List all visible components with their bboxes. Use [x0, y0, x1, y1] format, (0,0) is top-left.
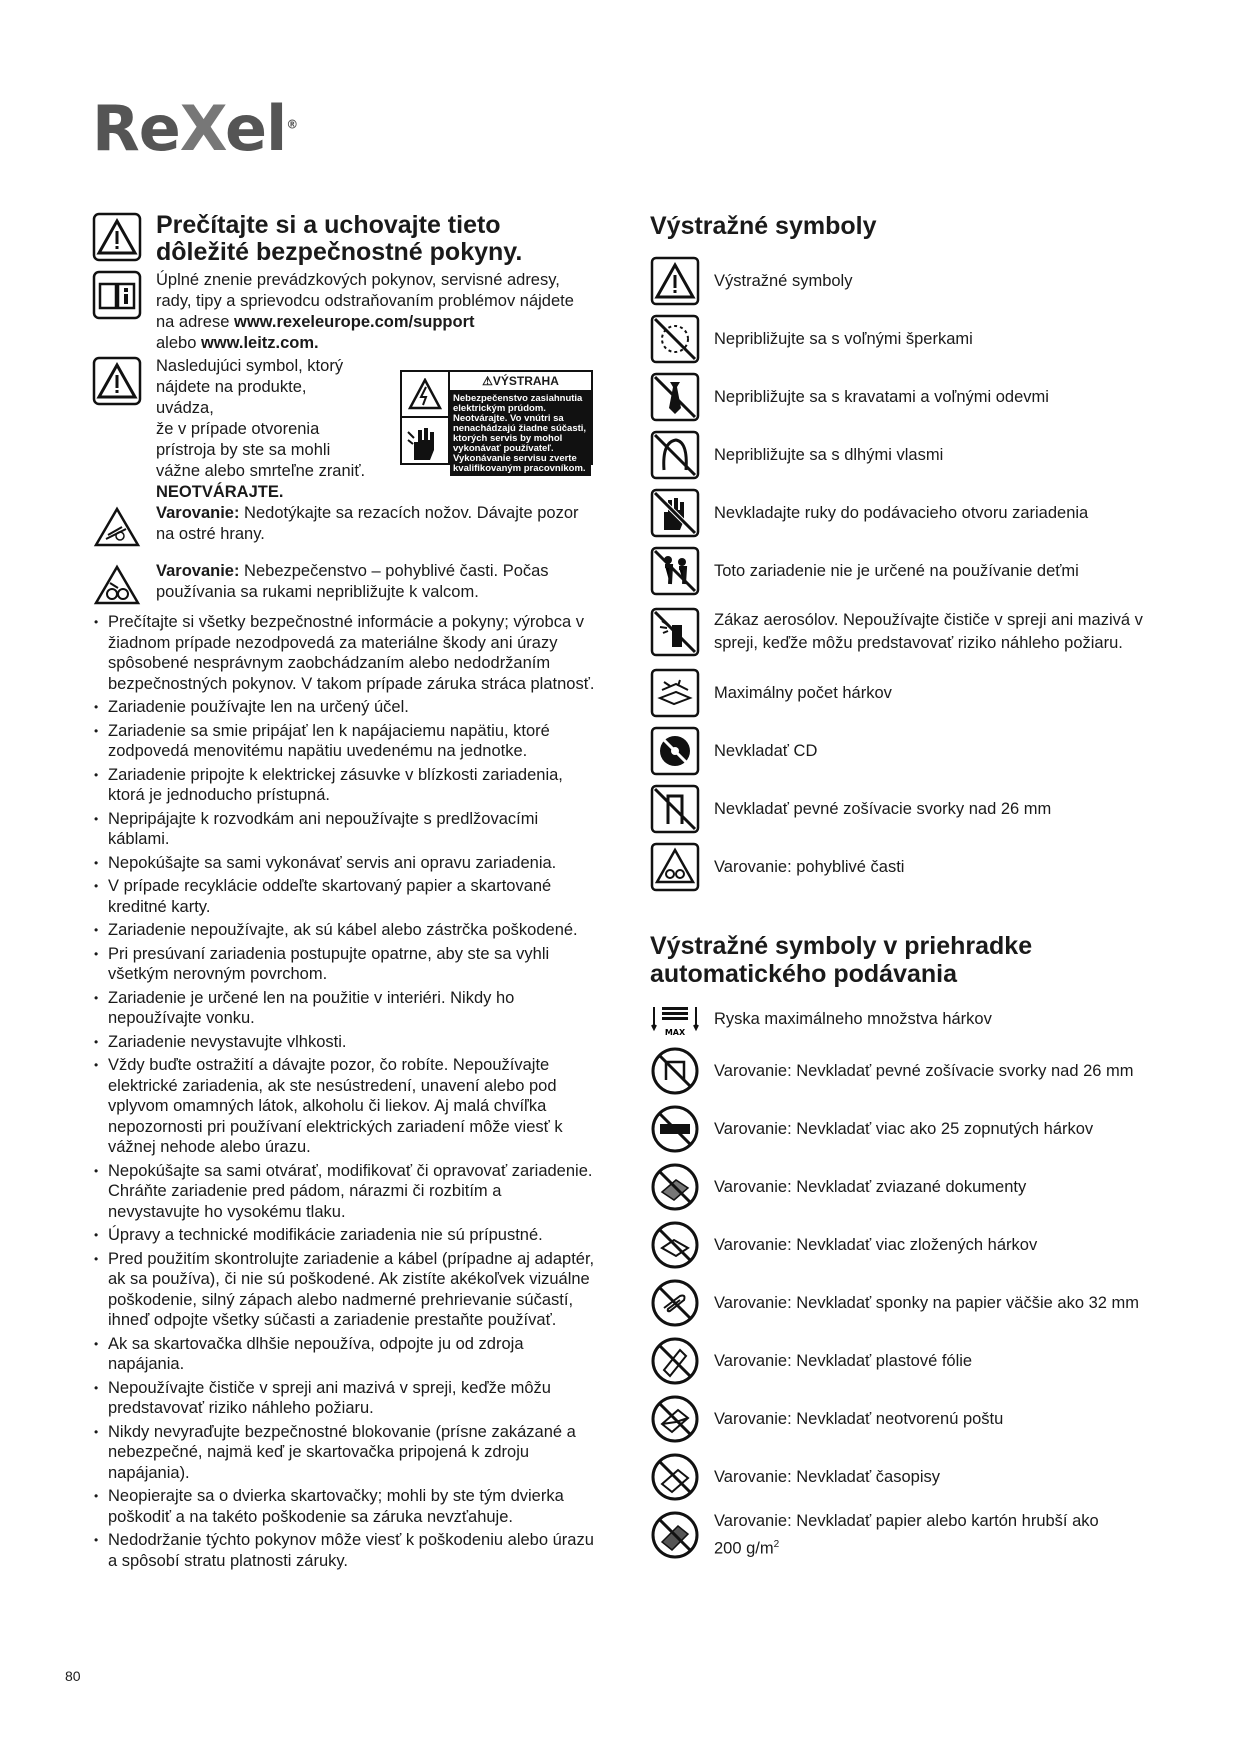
- list-item: • Nikdy nevyraďujte bezpečnostné blokovanie (prísne zakázané a nebezpečné, najmä keď je skartovačka pripojená k zdroju napájania).: [92, 1422, 597, 1484]
- list-item: • Ak sa skartovačka dlhšie nepoužíva, odpojte ju od zdroja napájania.: [92, 1334, 597, 1375]
- list-item: • Nepoužívajte čističe v spreji ani mazivá v spreji, keďže môžu predstavovať riziko náhleho požiaru.: [92, 1378, 597, 1419]
- list-item: • Zariadenie pripojte k elektrickej zásuvke v blízkosti zariadenia, ktorá je jednoducho prístupná.: [92, 765, 597, 806]
- no-long-hair-icon: [650, 430, 700, 480]
- symbol-line1: Nasledujúci symbol, ktorý: [156, 357, 344, 375]
- symbol-text: Nevkladať CD: [714, 741, 818, 760]
- hand-shock-icon: [402, 418, 448, 463]
- info-line2: rady, tipy a sprievodcu odstraňovaním problémov nájdete: [156, 292, 574, 310]
- no-folded-sheets-icon: [650, 1220, 700, 1270]
- no-unopened-mail-icon: [650, 1394, 700, 1444]
- max-line-text: Ryska maximálneho množstva hárkov: [714, 1009, 992, 1028]
- electric-shock-icon: [402, 372, 448, 418]
- list-item: • V prípade recyklácie oddeľte skartovaný papier a skartované kreditné karty.: [92, 876, 597, 917]
- list-item: • Zariadenie nevystavujte vlhkosti.: [92, 1032, 597, 1053]
- feeder-symbols-title-block: [650, 932, 1170, 988]
- list-item: • Vždy buďte ostražití a dávajte pozor, čo robíte. Nepoužívajte elektrické zariadenia, ak ste nesústredení, unavení alebo pod vplyvom omamných látok, alkoholu či liekov. Aj malá chvíľka nepozornosti pri používaní elektrických zariadení môže viesť k vážnej nehode alebo úrazu.: [92, 1055, 597, 1158]
- feeder-symbol-text: Varovanie: Nevkladať sponky na papier väčšie ako 32 mm: [714, 1293, 1140, 1312]
- list-item: • Nepokúšajte sa sami otvárať, modifikovať či opravovať zariadenie. Chráňte zariadenie pred pádom, nárazmi či rozbitím a nevystavujte ho vysokému tlaku.: [92, 1161, 597, 1223]
- symbol-text: Zákaz aerosólov. Nepoužívajte čističe v spreji ani mazivá v spreji, keďže môžu predstavovať riziko náhleho požiaru.: [714, 611, 1143, 652]
- symbol-row: [650, 664, 1170, 722]
- no-plastic-film-icon: [650, 1336, 700, 1386]
- max-line-icon: [650, 999, 700, 1039]
- warn2-line1: Nebezpečenstvo – pohyblivé časti. Počas: [239, 562, 549, 580]
- symbol-row: [650, 838, 1170, 896]
- warning-triangle-icon: [650, 256, 700, 306]
- symbol-text: Nepribližujte sa s voľnými šperkami: [714, 329, 973, 348]
- feeder-symbol-text: Varovanie: Nevkladať časopisy: [714, 1467, 940, 1486]
- label-warning-triangle-icon: ⚠: [482, 374, 493, 388]
- feeder-symbol-row: [650, 1506, 1170, 1574]
- moving-parts-icon: [650, 842, 700, 892]
- feeder-symbol-row: [650, 1216, 1170, 1274]
- list-item: • Zariadenie nepoužívajte, ak sú kábel alebo zástrčka poškodené.: [92, 920, 597, 941]
- no-clipped-sheets-icon: [650, 1104, 700, 1154]
- symbol-line5: vážne alebo smrteľne zraniť.: [156, 462, 366, 480]
- no-aerosol-icon: [650, 607, 700, 657]
- no-heavy-staples-icon: [650, 1046, 700, 1096]
- symbol-row: [650, 368, 1170, 426]
- list-item: • Zariadenie používajte len na určený účel.: [92, 697, 597, 718]
- title-row: [92, 212, 597, 266]
- symbol-text: Varovanie: pohyblivé časti: [714, 857, 905, 876]
- symbol-row: [650, 600, 1170, 664]
- feeder-symbols-title-line1: Výstražné symboly v priehradke: [650, 932, 1033, 960]
- warning-moving-parts-row: [92, 561, 597, 611]
- symbol-row: [650, 780, 1170, 838]
- safety-bullet-list: [92, 612, 597, 1574]
- symbol-row: [650, 426, 1170, 484]
- safety-title-line1: Prečítajte si a uchovajte tieto: [156, 211, 501, 239]
- info-line3-prefix: na adrese: [156, 313, 234, 331]
- no-thick-paper-icon: [650, 1510, 700, 1560]
- no-paper-clips-icon: [650, 1278, 700, 1328]
- symbol-text: Nevkladajte ruky do podávacieho otvoru zariadenia: [714, 503, 1089, 522]
- feeder-symbol-text: Varovanie: Nevkladať viac zložených hárkov: [714, 1235, 1038, 1254]
- symbol-text: Nepribližujte sa s kravatami a voľnými odevmi: [714, 387, 1049, 406]
- symbol-text: Maximálny počet hárkov: [714, 683, 892, 702]
- sharp-blades-warning-icon: [92, 503, 142, 553]
- warn1-line2: na ostré hrany.: [156, 525, 265, 543]
- no-tie-icon: [650, 372, 700, 422]
- warn2-line2: používania sa rukami nepribližujte k valcom.: [156, 583, 479, 601]
- symbol-line3: že v prípade otvorenia: [156, 420, 320, 438]
- warn1-label: Varovanie:: [156, 504, 240, 522]
- do-not-open-text: NEOTVÁRAJTE.: [156, 483, 284, 501]
- list-item: • Prečítajte si všetky bezpečnostné informácie a pokyny; výrobca v žiadnom prípade nezodpovedá za materiálne škody ani úrazy spôsobené nesprávnym zaobchádzaním alebo nedodržaním bezpečnostných pokynov. V takom prípade záruka stráca platnosť.: [92, 612, 597, 694]
- symbol-line4: prístroja by ste sa mohli: [156, 441, 331, 459]
- symbol-row: [650, 484, 1170, 542]
- feeder-symbol-row: [650, 1274, 1170, 1332]
- list-item: • Zariadenie je určené len na použitie v interiéri. Nikdy ho nepoužívajte vonku.: [92, 988, 597, 1029]
- warning-blades-row: [92, 503, 597, 553]
- max-sheets-icon: [650, 668, 700, 718]
- feeder-symbol-row: [650, 1100, 1170, 1158]
- symbol-line2: nájdete na produkte, uvádza,: [156, 378, 307, 417]
- symbol-text: Nevkladať pevné zošívacie svorky nad 26 mm: [714, 799, 1052, 818]
- symbol-row: [650, 722, 1170, 780]
- symbol-row: [650, 252, 1170, 310]
- manual-book-icon: [92, 270, 142, 320]
- list-item: • Nedodržanie týchto pokynov môže viesť k poškodeniu alebo úrazu a spôsobí stratu platnosti záruky.: [92, 1530, 597, 1571]
- warn1-line1: Nedotýkajte sa rezacích nožov. Dávajte pozor: [239, 504, 579, 522]
- thick-paper-line1: Varovanie: Nevkladať papier alebo kartón hrubší ako: [714, 1512, 1099, 1530]
- no-staples-icon: [650, 784, 700, 834]
- feeder-symbol-row: [650, 1042, 1170, 1100]
- list-item: • Nepokúšajte sa sami vykonávať servis ani opravu zariadenia.: [92, 853, 597, 874]
- moving-parts-warning-icon: [92, 561, 142, 611]
- safety-title-line2: dôležité bezpečnostné pokyny.: [156, 238, 523, 266]
- feeder-symbol-text: Varovanie: Nevkladať plastové fólie: [714, 1351, 973, 1370]
- thick-paper-line2: 200 g/m: [714, 1539, 774, 1558]
- feeder-symbol-text: Varovanie: Nevkladať zviazané dokumenty: [714, 1177, 1027, 1196]
- info-line4-prefix: alebo: [156, 334, 201, 352]
- rexel-logo: ReXel®: [92, 92, 298, 165]
- feeder-symbol-row: [650, 1158, 1170, 1216]
- warning-triangle-icon: [92, 212, 142, 262]
- list-item: • Úpravy a technické modifikácie zariadenia nie sú prípustné.: [92, 1225, 597, 1246]
- feeder-symbol-row: [650, 1390, 1170, 1448]
- symbol-text: Toto zariadenie nie je určené na používanie deťmi: [714, 561, 1079, 580]
- manual-info-row: [92, 270, 597, 354]
- feeder-symbol-text: Varovanie: Nevkladať neotvorenú poštu: [714, 1409, 1004, 1428]
- no-hands-icon: [650, 488, 700, 538]
- no-cd-icon: [650, 726, 700, 776]
- info-line1: Úplné znenie prevádzkových pokynov, servisné adresy,: [156, 271, 560, 289]
- feeder-symbol-row: [650, 1448, 1170, 1506]
- symbol-row: [650, 310, 1170, 368]
- leitz-url-link[interactable]: www.leitz.com.: [200, 334, 319, 352]
- page-number: 80: [65, 1668, 81, 1684]
- warn2-label: Varovanie:: [156, 562, 240, 580]
- list-item: • Zariadenie sa smie pripájať len k napájaciemu napätiu, ktoré zodpovedá menovitému napätiu uvedenému na jednotke.: [92, 721, 597, 762]
- support-url-link[interactable]: www.rexeleurope.com/support: [233, 313, 475, 331]
- symbol-row: [650, 542, 1170, 600]
- list-item: • Pri presúvaní zariadenia postupujte opatrne, aby ste sa vyhli všetkým nerovným povrchom.: [92, 944, 597, 985]
- feeder-symbol-row: [650, 1332, 1170, 1390]
- list-item: • Pred použitím skontrolujte zariadenie a kábel (prípadne aj adaptér, ak sa používa), či nie sú poškodené. Ak zistíte akékoľvek vizuálne poškodenie, silný zápach alebo nadmerné prehrievanie súčastí, ihneď odpojte všetky súčasti a zariadenie prestaňte používať.: [92, 1249, 597, 1331]
- list-item: • Nepripájajte k rozvodkám ani nepoužívajte s predlžovacími káblami.: [92, 809, 597, 850]
- thick-paper-sup: 2: [773, 1539, 780, 1550]
- symbol-text: Nepribližujte sa s dlhými vlasmi: [714, 445, 944, 464]
- max-label: MAX: [664, 1028, 686, 1037]
- no-children-icon: [650, 546, 700, 596]
- label-title: VÝSTRAHA: [492, 374, 559, 388]
- feeder-symbols-title-line2: automatického podávania: [650, 960, 958, 988]
- feeder-symbol-text: Varovanie: Nevkladať pevné zošívacie svorky nad 26 mm: [714, 1061, 1134, 1080]
- no-bound-docs-icon: [650, 1162, 700, 1212]
- product-warning-label: [400, 370, 593, 474]
- no-magazines-icon: [650, 1452, 700, 1502]
- warning-triangle-icon: [92, 356, 142, 406]
- list-item: • Neopierajte sa o dvierka skartovačky; mohli by ste tým dvierka poškodiť a na takéto poškodenie sa záruka nevzťahuje.: [92, 1486, 597, 1527]
- warning-symbols-title: Výstražné symboly: [650, 212, 877, 240]
- label-text: Nebezpečenstvo zasiahnutia elektrickým prúdom. Neotvárajte. Vo vnútri sa nenachádzajú žiadne súčasti, ktorých servis by mohol vykonávať používateľ. Vykonávanie servisu zverte kvalifikovaným pracovníkom.: [450, 392, 591, 476]
- no-jewellery-icon: [650, 314, 700, 364]
- feeder-symbol-text: Varovanie: Nevkladať viac ako 25 zopnutých hárkov: [714, 1119, 1094, 1138]
- symbol-text: Výstražné symboly: [714, 271, 853, 290]
- max-line-row: [650, 996, 1170, 1042]
- warning-symbols-section: [650, 212, 1170, 1574]
